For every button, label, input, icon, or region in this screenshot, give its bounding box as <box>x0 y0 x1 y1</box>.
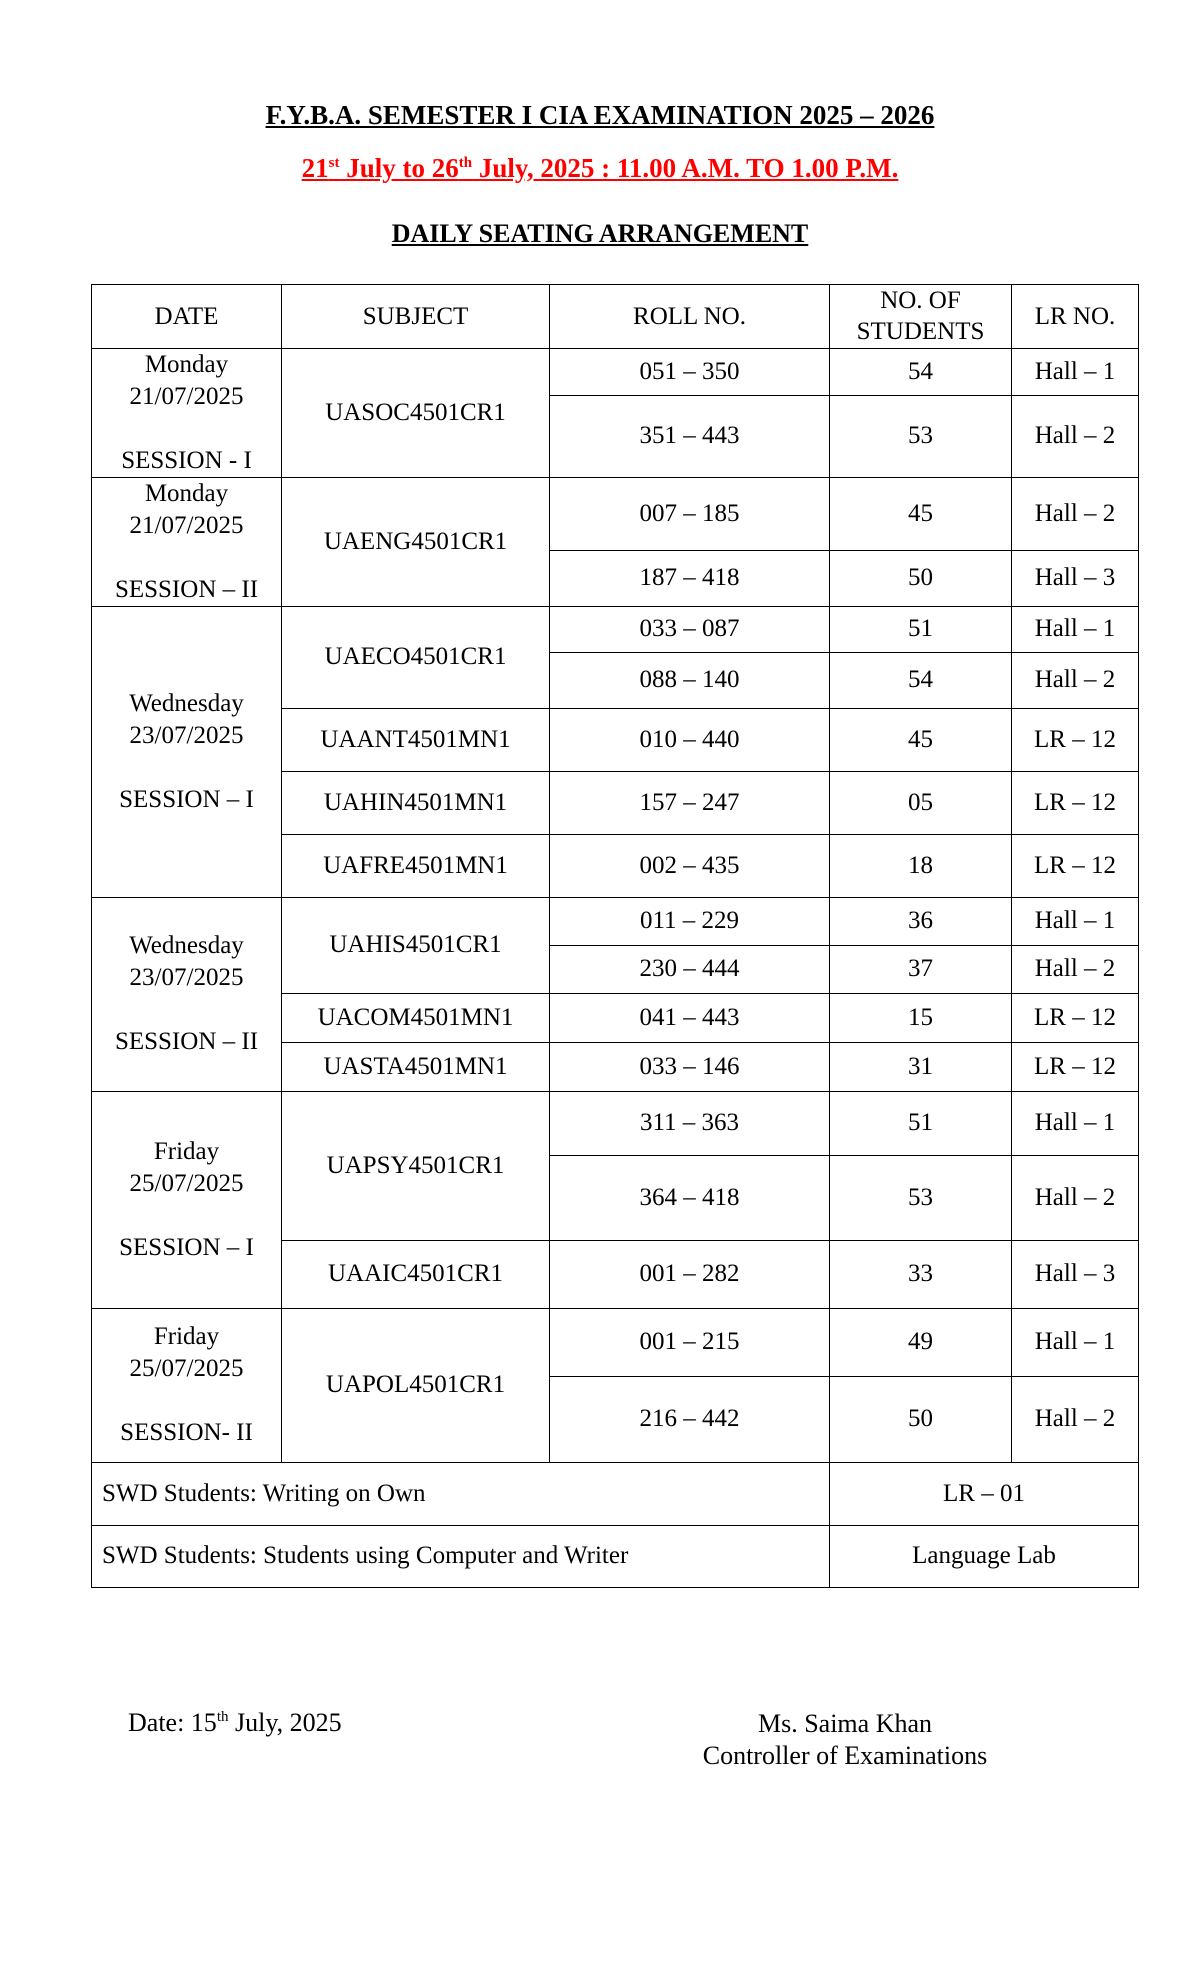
spacer <box>92 994 281 1026</box>
student-count: 15 <box>830 993 1012 1042</box>
lr-number: Hall – 1 <box>1012 1091 1139 1155</box>
student-count: 05 <box>830 771 1012 834</box>
col-header-lr: LR NO. <box>1012 285 1139 349</box>
lr-number: LR – 12 <box>1012 834 1139 897</box>
lr-number: LR – 12 <box>1012 993 1139 1042</box>
signatory-title: Controller of Examinations <box>702 1741 988 1770</box>
issue-date <box>128 1708 342 1738</box>
student-count: 49 <box>830 1308 1012 1376</box>
spacer <box>92 1200 281 1232</box>
table-row <box>92 477 1139 550</box>
roll-range: 230 – 444 <box>550 945 830 993</box>
exam-day: Friday <box>153 1137 220 1165</box>
lr-number: Hall – 2 <box>1012 652 1139 708</box>
roll-range: 001 – 215 <box>550 1308 830 1376</box>
student-count: 51 <box>830 606 1012 652</box>
col-header-date: DATE <box>92 285 282 349</box>
roll-range: 364 – 418 <box>550 1155 830 1240</box>
lr-number: Hall – 3 <box>1012 550 1139 606</box>
lr-number: Hall – 1 <box>1012 348 1139 395</box>
exam-day: Wednesday <box>129 689 244 717</box>
student-count: 45 <box>830 708 1012 771</box>
col-header-students: NO. OF STUDENTS <box>830 285 1012 349</box>
student-count: 54 <box>830 652 1012 708</box>
exam-session: SESSION- II <box>120 1419 253 1446</box>
student-count: 54 <box>830 348 1012 395</box>
subject-code: UAANT4501MN1 <box>282 708 550 771</box>
issue-date-suffix: th <box>216 1709 229 1725</box>
subject-code: UAECO4501CR1 <box>282 606 550 708</box>
table-header-row <box>92 285 1139 349</box>
swd-label: SWD Students: Writing on Own <box>92 1462 830 1525</box>
document-title: F.Y.B.A. SEMESTER I CIA EXAMINATION 2025 – 2026 <box>265 100 935 130</box>
roll-range: 187 – 418 <box>550 550 830 606</box>
exam-session: SESSION – I <box>119 1233 254 1261</box>
lr-number: LR – 12 <box>1012 1042 1139 1091</box>
subject-code: UAHIS4501CR1 <box>282 897 550 993</box>
subject-code: UAHIN4501MN1 <box>282 771 550 834</box>
roll-range: 051 – 350 <box>550 348 830 395</box>
exam-date: 25/07/2025 <box>129 1169 244 1197</box>
lr-number: Hall – 2 <box>1012 1155 1139 1240</box>
date-cell <box>92 348 282 477</box>
student-count: 51 <box>830 1091 1012 1155</box>
student-count: 50 <box>830 1376 1012 1462</box>
lr-number: LR – 12 <box>1012 771 1139 834</box>
student-count: 50 <box>830 550 1012 606</box>
exam-date: 23/07/2025 <box>129 964 244 991</box>
lr-number: Hall – 2 <box>1012 477 1139 550</box>
roll-range: 010 – 440 <box>550 708 830 771</box>
roll-range: 041 – 443 <box>550 993 830 1042</box>
subject-code: UASTA4501MN1 <box>282 1042 550 1091</box>
student-count: 33 <box>830 1240 1012 1308</box>
student-count: 45 <box>830 477 1012 550</box>
spacer <box>92 1385 281 1417</box>
exam-date: 21/07/2025 <box>129 511 244 539</box>
spacer <box>92 752 281 784</box>
exam-day: Wednesday <box>129 932 244 959</box>
swd-room: Language Lab <box>830 1525 1139 1587</box>
exam-session: SESSION – II <box>114 575 259 603</box>
exam-session: SESSION – I <box>119 785 254 813</box>
roll-range: 157 – 247 <box>550 771 830 834</box>
col-header-roll: ROLL NO. <box>550 285 830 349</box>
swd-row <box>92 1462 1139 1525</box>
student-count: 31 <box>830 1042 1012 1091</box>
col-header-subject: SUBJECT <box>282 285 550 349</box>
subject-code: UAFRE4501MN1 <box>282 834 550 897</box>
subject-code: UASOC4501CR1 <box>282 348 550 477</box>
exam-day: Monday <box>144 350 229 378</box>
exam-timing: July, 2025 : 11.00 A.M. TO 1.00 P.M. <box>472 153 899 183</box>
table-row <box>92 897 1139 945</box>
roll-range: 033 – 087 <box>550 606 830 652</box>
roll-range: 011 – 229 <box>550 897 830 945</box>
lr-number: Hall – 2 <box>1012 945 1139 993</box>
spacer <box>92 542 281 574</box>
issue-date-prefix: Date: 15 <box>128 1708 217 1737</box>
roll-range: 216 – 442 <box>550 1376 830 1462</box>
swd-room: LR – 01 <box>830 1462 1139 1525</box>
start-day: 21 <box>301 153 329 183</box>
student-count: 36 <box>830 897 1012 945</box>
seating-table <box>91 284 1139 1588</box>
roll-range: 033 – 146 <box>550 1042 830 1091</box>
date-cell <box>92 1308 282 1462</box>
subject-code: UAPOL4501CR1 <box>282 1308 550 1462</box>
roll-range: 001 – 282 <box>550 1240 830 1308</box>
table-row <box>92 1308 1139 1376</box>
date-cell <box>92 477 282 606</box>
issue-date-rest: July, 2025 <box>228 1708 342 1737</box>
start-day-suffix: st <box>328 155 340 171</box>
table-row <box>92 606 1139 652</box>
student-count: 37 <box>830 945 1012 993</box>
exam-day: Friday <box>153 1323 220 1350</box>
signature-block <box>690 1708 1000 1772</box>
student-count: 18 <box>830 834 1012 897</box>
subject-code: UAAIC4501CR1 <box>282 1240 550 1308</box>
table-row <box>92 1091 1139 1155</box>
section-heading: DAILY SEATING ARRANGEMENT <box>391 219 809 248</box>
swd-row <box>92 1525 1139 1587</box>
subject-code: UAPSY4501CR1 <box>282 1091 550 1240</box>
subject-code: UACOM4501MN1 <box>282 993 550 1042</box>
roll-range: 311 – 363 <box>550 1091 830 1155</box>
lr-number: Hall – 2 <box>1012 395 1139 477</box>
roll-range: 088 – 140 <box>550 652 830 708</box>
date-cell <box>92 1091 282 1308</box>
exam-date: 23/07/2025 <box>129 721 244 749</box>
exam-date: 21/07/2025 <box>129 382 244 410</box>
lr-number: Hall – 1 <box>1012 606 1139 652</box>
subject-code: UAENG4501CR1 <box>282 477 550 606</box>
exam-period <box>0 153 1200 184</box>
exam-session: SESSION - I <box>121 446 252 474</box>
student-count: 53 <box>830 395 1012 477</box>
exam-day: Monday <box>144 479 229 507</box>
lr-number: LR – 12 <box>1012 708 1139 771</box>
lr-number: Hall – 3 <box>1012 1240 1139 1308</box>
lr-number: Hall – 2 <box>1012 1376 1139 1462</box>
end-day: July to 26 <box>339 153 459 183</box>
date-cell <box>92 606 282 897</box>
exam-date: 25/07/2025 <box>129 1355 244 1382</box>
end-day-suffix: th <box>458 155 473 171</box>
date-cell <box>92 897 282 1091</box>
signatory-name: Ms. Saima Khan <box>757 1709 933 1738</box>
table-row <box>92 348 1139 395</box>
lr-number: Hall – 1 <box>1012 897 1139 945</box>
exam-session: SESSION – II <box>114 1028 259 1055</box>
roll-range: 007 – 185 <box>550 477 830 550</box>
roll-range: 351 – 443 <box>550 395 830 477</box>
swd-label: SWD Students: Students using Computer and Writer <box>92 1525 830 1587</box>
spacer <box>92 413 281 445</box>
student-count: 53 <box>830 1155 1012 1240</box>
roll-range: 002 – 435 <box>550 834 830 897</box>
lr-number: Hall – 1 <box>1012 1308 1139 1376</box>
